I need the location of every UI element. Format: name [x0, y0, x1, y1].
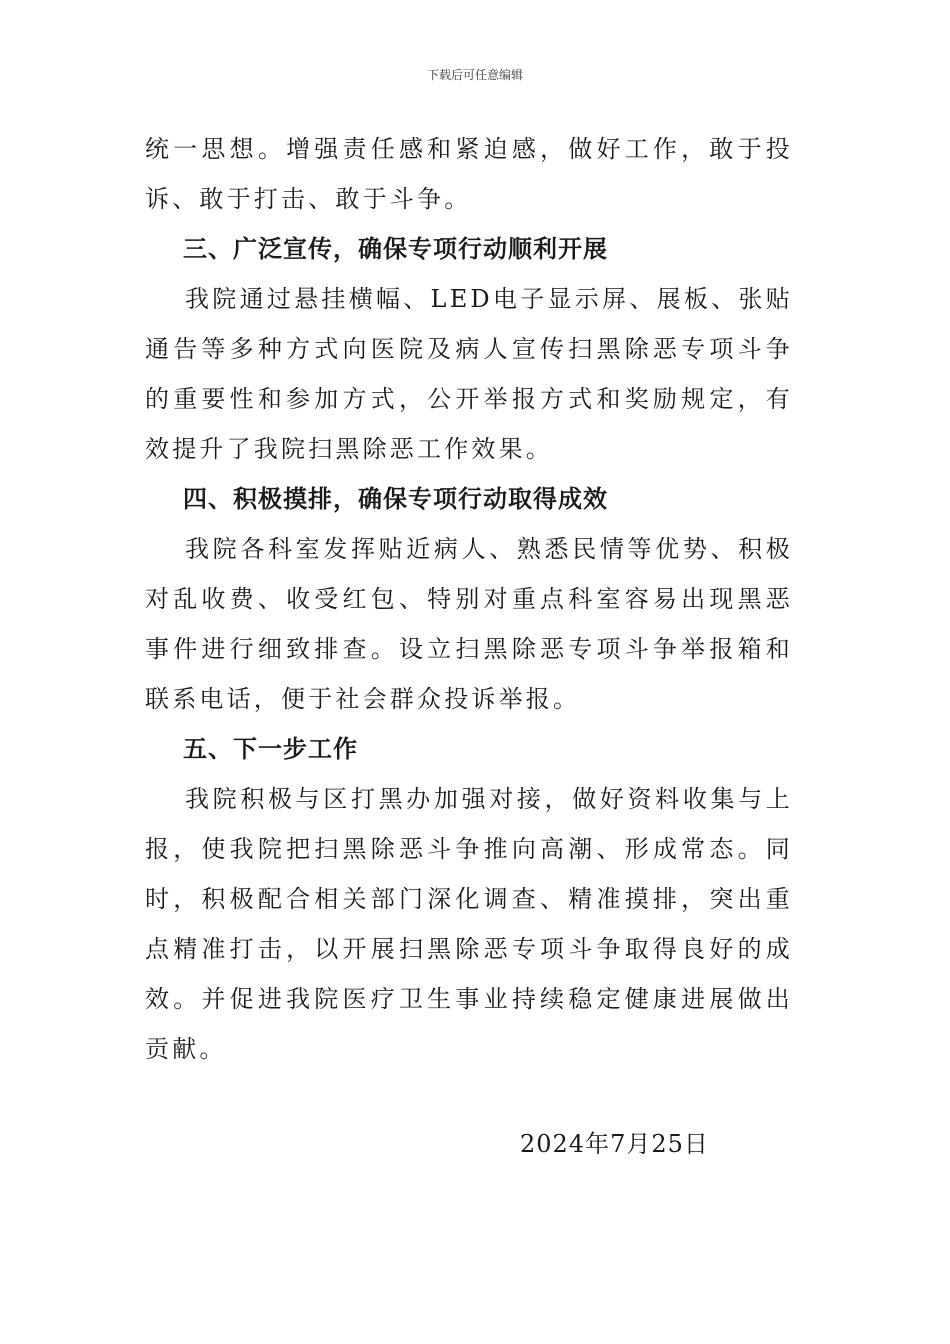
paragraph-next-steps: 我院积极与区打黑办加强对接，做好资料收集与上报，使我院把扫黑除恶斗争推向高潮、形成常态。同时，积极配合相关部门深化调查、精准摸排，突出重点精准打击，以开展扫黑除恶专项斗争取得良好的成效。并促进我院医疗卫生事业持续稳定健康进展做出贡献。 — [145, 785, 793, 1063]
section-heading-3: 三、广泛宣传，确保专项行动顺利开展 — [183, 235, 608, 263]
paragraph-investigation: 我院各科室发挥贴近病人、熟悉民情等优势、积极对乱收费、收受红包、特别对重点科室容易出现黑恶事件进行细致排查。设立扫黑除恶专项斗争举报箱和联系电话，便于社会群众投诉举报。 — [145, 535, 793, 713]
paragraph-publicity: 我院通过悬挂横幅、LED电子显示屏、展板、张贴通告等多种方式向医院及病人宣传扫黑除恶专项斗争的重要性和参加方式，公开举报方式和奖励规定，有效提升了我院扫黑除恶工作效果。 — [145, 285, 793, 463]
section-heading-4: 四、积极摸排，确保专项行动取得成效 — [183, 485, 608, 513]
section-heading-5: 五、下一步工作 — [183, 735, 358, 763]
document-body — [145, 124, 793, 1074]
paragraph-continuation: 统一思想。增强责任感和紧迫感，做好工作，敢于投诉、敢于打击、敢于斗争。 — [145, 135, 793, 213]
header-note: 下载后可任意编辑 — [426, 68, 523, 82]
document-date: 2024年7月25日 — [520, 1130, 709, 1158]
